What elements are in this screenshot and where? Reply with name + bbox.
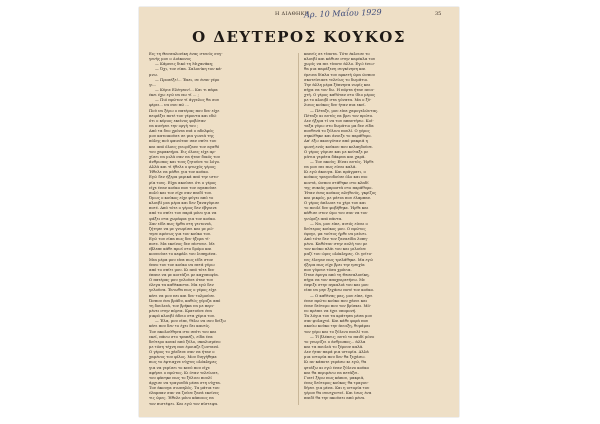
- text-line: πως το έφτιαχνε νύχτες ολόκληρες: [149, 359, 217, 365]
- text-line: γέρου θα συνεχιστεί. Και ίσως ένα: [304, 390, 372, 396]
- text-line: πολύ και τον είχε σαν παιδί του.: [149, 189, 213, 195]
- text-line: χαμένος του φίλος. Μου διηγήθηκε: [149, 354, 217, 360]
- text-line: Πέταξε κι αυτός να βρει τον πρώτο.: [304, 112, 374, 118]
- text-line: — Πέταξε, μου είπε χαμογελώντας.: [310, 107, 379, 113]
- text-line: εκεί, πάνω στο τραπέζι, είδα ένα: [149, 333, 213, 339]
- text-line: — Έλα, μου είπε, θέλω να σου δείξω: [155, 318, 226, 324]
- text-line: κάθισε στον ώμο του σαν να τον: [304, 210, 368, 216]
- handwritten-date-note: Αρ. 10 Μαΐου 1929: [303, 7, 382, 20]
- text-line: Τον άκουγα σιωπηλός. Τα μάτια του: [149, 385, 220, 391]
- text-line: Σαν είδε πως ήρθα στη γειτονιά,: [149, 220, 213, 226]
- text-line: τον πιστέψει. Και εγώ τον πίστεψα.: [149, 400, 219, 406]
- text-line: Μια μέρα μου είπε πως είδε στον: [149, 256, 214, 262]
- text-line: — Τί βλέπεις; αυτό το παιδί μόνο: [310, 333, 375, 339]
- text-line: Εις τη Θεσσαλονίκη ένας στενός συγ-: [149, 51, 223, 56]
- text-line: Ο γέρος γύρισε και με κοίταξε με: [304, 148, 369, 154]
- text-line: μικρό κλουβί άδειο στα χέρια του.: [149, 313, 216, 319]
- text-line: Δεν ήξερα τί να του απαντήσω. Κοί-: [304, 117, 374, 123]
- text-line: με το κλουβί στα γόνατα. Μα ο ξύ-: [304, 97, 372, 103]
- text-line: — Προσέξε!... Έκει, σε έναν γέρο: [155, 76, 220, 82]
- text-line: Όμως ο κούκος είχε φύγει από το: [149, 194, 214, 200]
- text-column-left: [149, 51, 294, 409]
- text-line: ρία τους. Είχα ακούσει ότι ο γέρος: [149, 179, 217, 185]
- text-line: έπαυε να με κοιτάζει με καχυποψία.: [149, 272, 219, 278]
- text-line: και τα πουλιά το ξέρουν καλά.: [304, 344, 364, 350]
- text-line: ζήτησε να με γνωρίσει και με ρώ-: [149, 225, 214, 231]
- text-line: Απ' έξω ακουγόταν από μακριά η: [304, 138, 368, 144]
- text-line: Ήθελε να μάθει για τον κούκο.: [149, 169, 210, 175]
- text-line: πόλης πού φαινόταν σαν σπίτι του: [149, 138, 217, 144]
- text-line: κουνούσε το κεφάλι του λυπημένα.: [149, 251, 217, 257]
- text-line: — Κύριε Ελέησον!... Και τι πάρα: [155, 86, 218, 92]
- text-line: το γνωρίζει ο άνθρωπος... άλλα: [304, 338, 366, 344]
- text-line: δεύτερος κούκος μου. Ο πρώτος: [304, 225, 366, 231]
- text-line: είπε να μην ξεχάσω ποτέ τον κούκο.: [304, 287, 375, 293]
- text-line: και από όλους γνωρίζανε τον αγαθό: [149, 143, 220, 149]
- text-line: ήξερα πως είχε βρει την ησυχία: [304, 261, 365, 267]
- text-line: πειράξει ποτέ τον γέροντα και εδώ: [149, 112, 217, 118]
- text-line: Τα λόγια του τα κράτησα μέσα μου: [304, 313, 373, 319]
- text-line: τις ώρες. Ήθελε μόνο κάποιος να: [149, 395, 214, 401]
- document-page: [139, 7, 459, 417]
- text-line: ότι ο κύριος εκείνος φοβόταν: [149, 117, 206, 123]
- text-line: πουθενά το ξύλινο πουλί. Ο γέρος: [304, 128, 370, 134]
- journal-name: Η ΔΙΑΘΗΚΗ: [275, 11, 310, 17]
- text-line: έφυγε, μα τούτος ήρθε να μείνει.: [304, 230, 368, 236]
- page-header: [139, 7, 459, 23]
- text-line: έκει έχω εγώ να πω τί ... ;: [149, 92, 199, 98]
- text-line: κούκος τραγουδούσε όλο και πιο: [304, 174, 368, 180]
- text-line: Ο γέρος άπλωσε το χέρι του και: [304, 200, 366, 206]
- text-line: πήγα να τον αποχαιρετήσω. Με: [304, 277, 366, 283]
- text-line: άρχισε να τραγουδά μέσα στη νύχτα.: [149, 380, 222, 385]
- text-line: μαζί του ώρες ολόκληρες. Οι γείτο-: [304, 251, 373, 257]
- text-line: χίσει να μιλά σαν να ήταν δικός του: [149, 153, 220, 159]
- text-line: κάτι να μου πει και δεν τολμούσε.: [149, 292, 216, 298]
- text-line: Πού να ξέρω ο πατέρας που δεν είχε: [149, 107, 220, 113]
- text-line: έμεινα δίπλα του αρκετή ώρα ώσπου: [304, 71, 375, 77]
- text-line: γνώριζε από πάντα.: [304, 215, 343, 221]
- text-line: ταξα γύρω στο δωμάτιο μα δεν είδα: [304, 122, 374, 128]
- text-line: γελούσα. Ένιωθα πως ο γέρος είχε: [149, 287, 217, 293]
- text-line: είχε έναν κούκο που τον αγαπούσε: [149, 184, 217, 190]
- text-line: Ήταν ένας κούκος αληθινός, γκρίζος: [304, 189, 377, 195]
- text-line: ακούω κούκο την άνοιξη, θυμάμαι: [304, 323, 371, 329]
- text-line: θα μια παράξενη συγκίνηση και: [304, 66, 366, 72]
- text-line: της συκιάς μπροστά στο παράθυρο.: [304, 184, 373, 190]
- text-line: — Να, μου είπε, αυτός είναι ο: [310, 220, 368, 226]
- text-line: — Τον ακούς; Είναι αυτός. Ήρθε: [310, 158, 374, 164]
- text-line: έσφιξε στην αγκαλιά του και μου: [304, 282, 369, 288]
- page-number: 35: [435, 11, 442, 17]
- text-line: φέρει... να σου πώ ...: [149, 102, 190, 108]
- text-line: — Ο καθένας μας, μου είπε, έχει: [310, 292, 373, 298]
- text-line: Εγώ δεν ήξερα μερικά από την ιστο-: [149, 174, 219, 180]
- text-line: ένας δεύτερος κούκος θα τραγου-: [304, 380, 369, 385]
- article-title: Ο ΔΕΥΤΕΡΟΣ ΚΟΥΚΟΣ: [192, 28, 406, 46]
- text-line: πήγα να τον δω. Η πόρτα ήταν ανοι-: [304, 86, 375, 92]
- text-line: Όταν έφυγα από τη Θεσσαλονίκη,: [304, 272, 370, 278]
- text-line: αφήσει ο πρώτος. Κι όταν τελείωσε,: [149, 369, 219, 375]
- text-line: τον γέρο και το ξύλινο πουλί του.: [304, 328, 370, 334]
- text-line: τησε αμέσως για τον κούκο του.: [149, 230, 212, 236]
- text-line: μια ιστορία που δεν θα ξεχάσω.: [304, 354, 366, 360]
- text-line: από το σπίτι του παρά μόνο για να: [149, 210, 217, 216]
- text-line: κλουβί μια μέρα και δεν ξαναγύρισε: [149, 200, 220, 206]
- text-line: λινος κούκος δεν ήταν πια εκεί.: [304, 102, 366, 108]
- text-line: φτιάξω κι εγώ έναν ξύλινο κούκο: [304, 364, 369, 370]
- text-line: — Πιό πρώτον τί άγγελος θα σου: [155, 97, 220, 103]
- text-line: μνω.: [149, 71, 159, 77]
- text-line: δεύτερο κουκί από ξύλο, σκαλισμένο: [149, 338, 221, 344]
- text-line: ποτέ. Από τότε ο γέρος δεν έβγαινε: [149, 205, 217, 211]
- column-divider: [298, 53, 299, 405]
- text-line: χτή. Ο γέρος καθόταν στο ίδιο μέρος: [304, 92, 376, 98]
- text-line: άνθρωπος και τους ζητούσε το λόγο.: [149, 158, 221, 164]
- text-line: το πουλί δεν φοβήθηκε. Ήρθε και: [304, 205, 369, 211]
- text-line: να μου πει πως είναι καλά.: [304, 164, 357, 170]
- text-line: Από τότε δεν τον ξαναείδα λυπη-: [304, 236, 368, 242]
- text-line: έλεγα τα καθέκαστα. Μα εγώ δεν: [149, 282, 214, 288]
- text-line: τη δουλειά, τον βρήκα να με περι-: [149, 302, 215, 308]
- text-line: και θα περιμένω να πετάξει.: [304, 369, 359, 375]
- text-line: — Κάμνεις δικό τη Μιχανάκη;: [155, 61, 214, 67]
- text-line: δήσει για μένα. Και η ιστορία του: [304, 385, 370, 391]
- text-line: Δεν ήταν παρά μια ιστορία. Αλλά: [304, 349, 369, 355]
- text-line: από το σπίτι μου. Κι από τότε δεν: [149, 266, 215, 272]
- text-line: Ώσπου ένα βράδυ, καθώς γύριζα από: [149, 297, 221, 303]
- text-line: νο πρέπει να έχει υπομονή.: [304, 308, 357, 314]
- text-line: μάτια γεμάτα δάκρυα και χαρά.: [304, 153, 366, 159]
- text-line: για να γεμίσει το κενό που είχε: [149, 364, 210, 370]
- text-line: κάτι που δεν το έχει δει κανείς.: [149, 323, 211, 329]
- text-line: παιδί θα την ακούσει από μένα.: [304, 395, 366, 401]
- text-line: νες έλεγαν πως τρελάθηκε. Μα εγώ: [304, 256, 373, 262]
- text-column-right: [304, 51, 449, 409]
- text-line: — Όχι, τον είπα. Σαλονίκη τον κά-: [155, 66, 222, 72]
- text-line: γενής μου ο Διάκονος: [149, 56, 192, 62]
- text-line: ποτε. Μα εκείνος δεν πίστευε. Με: [149, 241, 215, 247]
- text-line: και μικρός, με μάτια που έλαμπαν.: [304, 194, 372, 200]
- text-line: Εγώ του είπα πως δεν ήξερα τί-: [149, 236, 210, 242]
- text-line: Κι εγώ άκουγα. Και πράγματι, ο: [304, 169, 366, 175]
- text-line: μένο. Καθόταν στην αυλή του με: [304, 241, 368, 247]
- text-line: ύπνο του τον κούκο να πετά γύρω: [149, 261, 215, 267]
- text-line: με τόση τέχνη που έμοιαζε ζωντανό.: [149, 344, 220, 350]
- text-line: έβλεπε κάθε πρωί στο δρόμο και: [149, 246, 212, 252]
- text-line: του φάνηκε πως το ξύλινο πουλί: [149, 374, 212, 380]
- text-line: του χαρακτήρα. Εις όλους είχε αρ-: [149, 148, 216, 154]
- text-line: να κινήσει την οργή του ;: [149, 122, 199, 128]
- text-line: σκοτείνιασε τελείως το δωμάτιο.: [304, 76, 369, 82]
- text-line: κλουβί και κάθισε στην καρέκλα του: [304, 56, 376, 62]
- text-line: κοντά, ώσπου στάθηκε στο κλαδί: [304, 179, 369, 185]
- text-line: Ο γέρος το χάιδευε σαν να ήταν ο: [149, 349, 215, 355]
- text-line: Ο πατέρας μου γελούσε όταν του: [149, 277, 214, 283]
- text-line: κανείς σε τίποτα. Τότε έκλεισε το: [304, 51, 370, 56]
- text-line: σαν φυλαχτό. Και κάθε φορά που: [304, 318, 369, 324]
- text-line: Τον ακολούθησα στο σπίτι του και: [149, 328, 217, 334]
- text-line: έναν πρώτο κούκο που χάνει και: [304, 297, 368, 303]
- text-line: Από τα δυο χρόνια πιά ο αδελφός: [149, 128, 214, 134]
- text-line: χωρίς να πει τίποτε άλλο. Εγώ ένιω-: [304, 61, 375, 67]
- text-line: έλαμπαν σαν να ζούσε ξανά εκείνες: [149, 390, 220, 396]
- text-line: γι...: [149, 81, 157, 87]
- text-line: που γύρευε τόσα χρόνια.: [304, 266, 352, 272]
- text-line: ψάξει στα χωράφια για τον κούκο.: [149, 215, 217, 221]
- text-line: Την άλλη μέρα ξύπνησα νωρίς και: [304, 81, 371, 87]
- text-line: τον κούκο πλάι του και μιλούσε: [304, 246, 366, 252]
- text-line: Κι αν κάποτε γεράσω κι εγώ, θα: [304, 359, 367, 365]
- text-line: μου κατοικούσε σε μια γωνιά της: [149, 133, 214, 139]
- text-line: Γιατί ξέρω πως κάπου, μακριά,: [304, 374, 365, 380]
- text-line: έναν δεύτερο που τον βρίσκει. Μό-: [304, 302, 372, 308]
- text-line: μένει στην πόρτα. Κρατούσε ένα: [149, 308, 212, 314]
- text-line: σηκώθηκε και άνοιξε το παράθυρο.: [304, 133, 372, 139]
- text-line: φωνή ενός κούκου που κελαηδούσε.: [304, 143, 374, 149]
- text-line: Αλλά και τί ήθελε ο φτωχός γέρος;: [149, 164, 217, 170]
